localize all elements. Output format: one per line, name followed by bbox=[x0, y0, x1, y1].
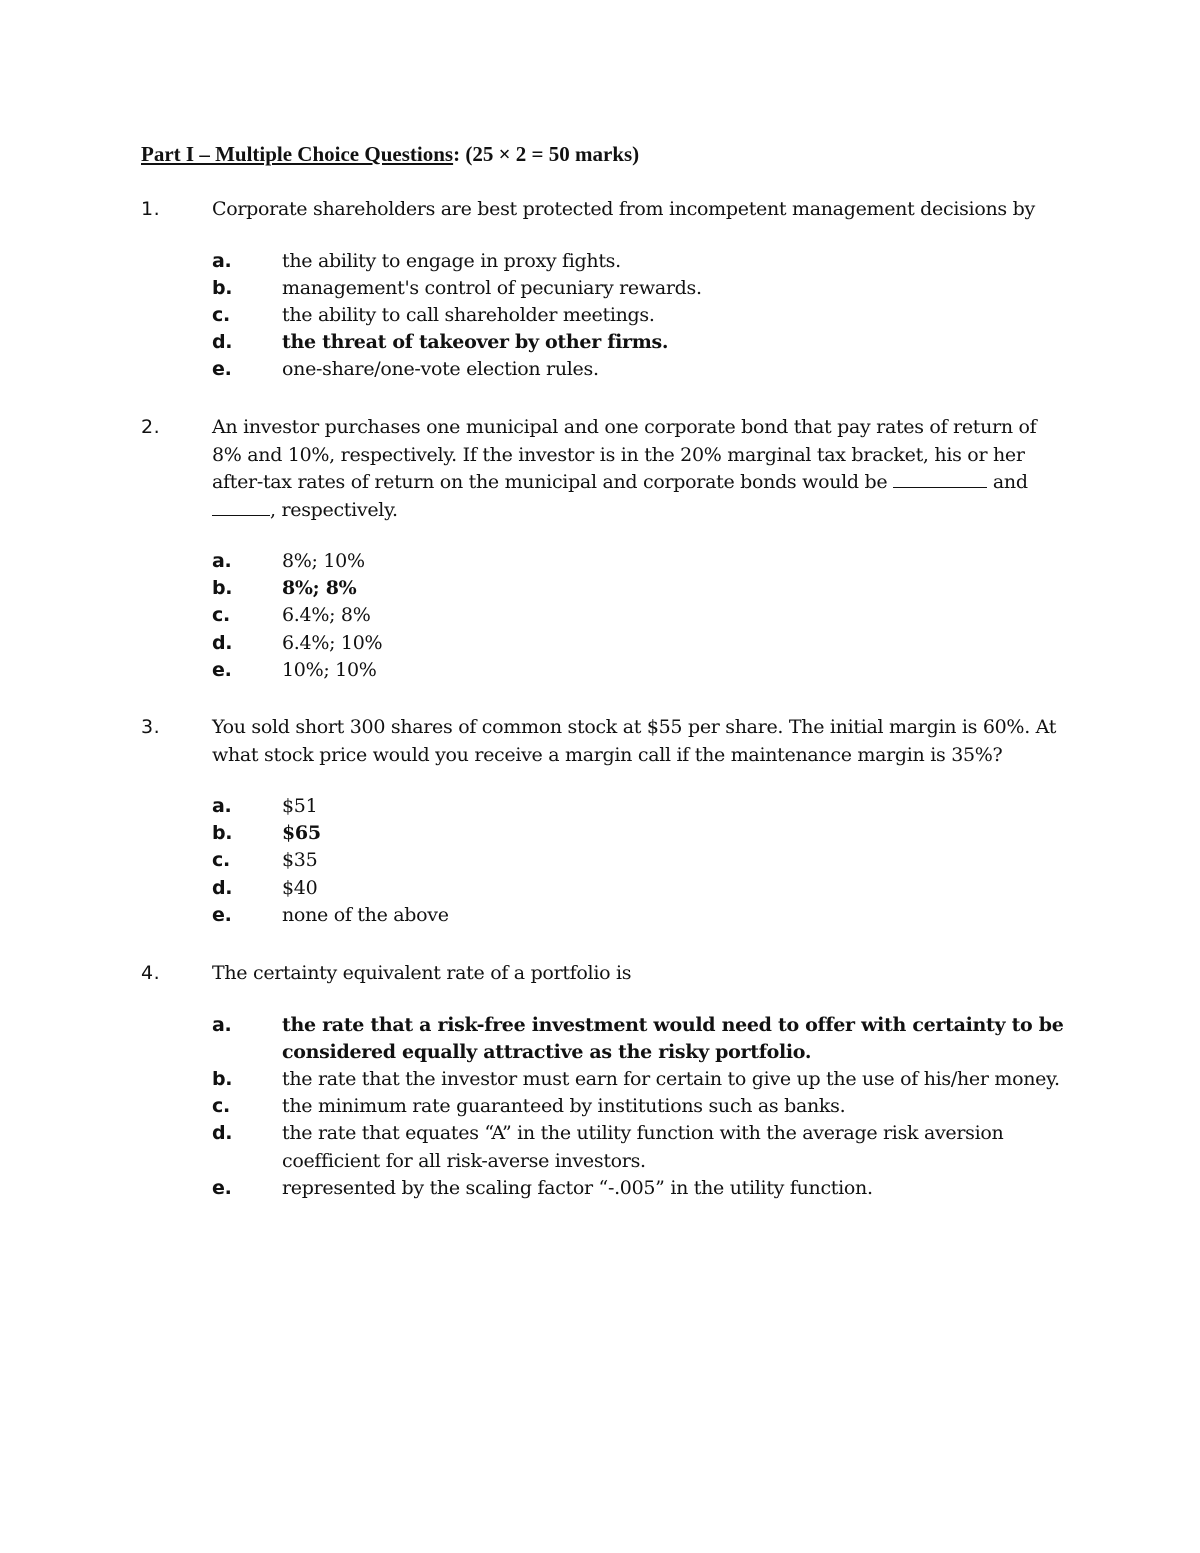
question-text-part-1: An investor purchases one municipal and one corporate bond that pay rates of return of 8% and 10%, respectively. If the investor is in the 20% marginal tax bracket, his or her after-tax rates of return on the municipal and corporate bonds would be bbox=[212, 416, 1037, 493]
option-e bbox=[141, 1175, 1071, 1202]
option-letter: c. bbox=[212, 849, 230, 872]
option-text: 8%; 8% bbox=[282, 577, 357, 600]
question-text: The certainty equivalent rate of a portfolio is bbox=[212, 962, 632, 984]
question-2 bbox=[141, 414, 1071, 684]
question-text bbox=[212, 414, 1071, 524]
option-list bbox=[141, 248, 1071, 384]
option-text: 8%; 10% bbox=[282, 550, 365, 572]
question-text: Corporate shareholders are best protected from incompetent management decisions by bbox=[212, 198, 1035, 220]
option-text: $51 bbox=[282, 795, 318, 817]
option-letter: b. bbox=[212, 822, 233, 845]
option-letter: e. bbox=[212, 903, 232, 926]
option-letter: d. bbox=[212, 631, 233, 654]
option-text: the minimum rate guaranteed by institutions such as banks. bbox=[282, 1095, 846, 1118]
question-text-part-3: , respectively. bbox=[270, 498, 398, 521]
option-b-answer bbox=[141, 820, 1071, 847]
option-text: represented by the scaling factor “-.005” in the utility function. bbox=[282, 1176, 873, 1199]
section-heading bbox=[141, 142, 639, 167]
option-a bbox=[141, 248, 1071, 275]
question-number: 1. bbox=[141, 198, 161, 220]
question-4 bbox=[141, 960, 1071, 1202]
option-text: 6.4%; 10% bbox=[282, 631, 383, 654]
question-number: 3. bbox=[141, 716, 161, 738]
option-e bbox=[141, 902, 1071, 929]
option-letter: a. bbox=[212, 249, 232, 272]
option-text: none of the above bbox=[282, 903, 449, 926]
option-letter: e. bbox=[212, 658, 232, 681]
option-letter: d. bbox=[212, 331, 233, 354]
question-number: 4. bbox=[141, 962, 161, 984]
option-letter: e. bbox=[212, 1176, 232, 1199]
section-title: Part I – Multiple Choice Questions bbox=[141, 142, 454, 166]
option-a bbox=[141, 793, 1071, 820]
option-b bbox=[141, 275, 1071, 302]
option-c bbox=[141, 1093, 1071, 1120]
option-letter: c. bbox=[212, 1095, 230, 1118]
question-stem bbox=[141, 196, 1071, 224]
option-d bbox=[141, 630, 1071, 657]
option-text: the ability to engage in proxy fights. bbox=[282, 249, 621, 272]
option-text: one-share/one-vote election rules. bbox=[282, 358, 599, 381]
option-e bbox=[141, 657, 1071, 684]
question-text-part-2: and bbox=[992, 471, 1028, 493]
option-letter: a. bbox=[212, 1013, 232, 1036]
option-c bbox=[141, 302, 1071, 329]
option-a-answer bbox=[141, 1012, 1071, 1066]
option-text: the threat of takeover by other firms. bbox=[282, 331, 669, 354]
option-d-answer bbox=[141, 329, 1071, 356]
answer-blank-2 bbox=[212, 497, 270, 516]
option-a bbox=[141, 548, 1071, 575]
option-text: the rate that a risk-free investment would need to offer with certainty to be considered equally attractive as the risky portfolio. bbox=[282, 1013, 1064, 1063]
option-text: 6.4%; 8% bbox=[282, 604, 371, 627]
option-letter: a. bbox=[212, 550, 232, 572]
question-stem bbox=[141, 414, 1071, 524]
option-text: $65 bbox=[282, 822, 321, 845]
option-text: management's control of pecuniary rewards. bbox=[282, 276, 702, 299]
option-letter: e. bbox=[212, 358, 232, 381]
option-c bbox=[141, 602, 1071, 629]
question-number: 2. bbox=[141, 416, 161, 438]
question-3 bbox=[141, 714, 1071, 929]
option-b-answer bbox=[141, 575, 1071, 602]
question-1 bbox=[141, 196, 1071, 384]
question-text: You sold short 300 shares of common stock at $55 per share. The initial margin is 60%. At what stock price would you receive a margin call if the maintenance margin is 35%? bbox=[212, 716, 1057, 766]
option-letter: b. bbox=[212, 1067, 233, 1090]
section-marks: (25 × 2 = 50 marks) bbox=[465, 142, 640, 166]
section-colon: : bbox=[453, 142, 461, 166]
option-list bbox=[141, 1012, 1071, 1202]
option-text: 10%; 10% bbox=[282, 658, 377, 681]
option-b bbox=[141, 1066, 1071, 1093]
option-letter: b. bbox=[212, 577, 233, 600]
option-text: the rate that equates “A” in the utility function with the average risk aversion coefficient for all risk-averse investors. bbox=[282, 1122, 1004, 1172]
option-text: the ability to call shareholder meetings. bbox=[282, 303, 655, 326]
option-letter: b. bbox=[212, 276, 233, 299]
option-letter: c. bbox=[212, 303, 230, 326]
option-e bbox=[141, 356, 1071, 383]
option-text: $40 bbox=[282, 876, 318, 899]
option-c bbox=[141, 847, 1071, 874]
option-d bbox=[141, 1120, 1071, 1174]
option-letter: d. bbox=[212, 876, 233, 899]
option-letter: d. bbox=[212, 1122, 233, 1145]
option-list bbox=[141, 793, 1071, 929]
option-text: $35 bbox=[282, 849, 318, 872]
answer-blank-1 bbox=[893, 469, 987, 488]
option-letter: c. bbox=[212, 604, 230, 627]
option-text: the rate that the investor must earn for certain to give up the use of his/her money. bbox=[282, 1067, 1060, 1090]
option-d bbox=[141, 875, 1071, 902]
question-stem bbox=[141, 960, 1071, 988]
question-stem bbox=[141, 714, 1071, 769]
option-letter: a. bbox=[212, 795, 232, 817]
option-list bbox=[141, 548, 1071, 684]
